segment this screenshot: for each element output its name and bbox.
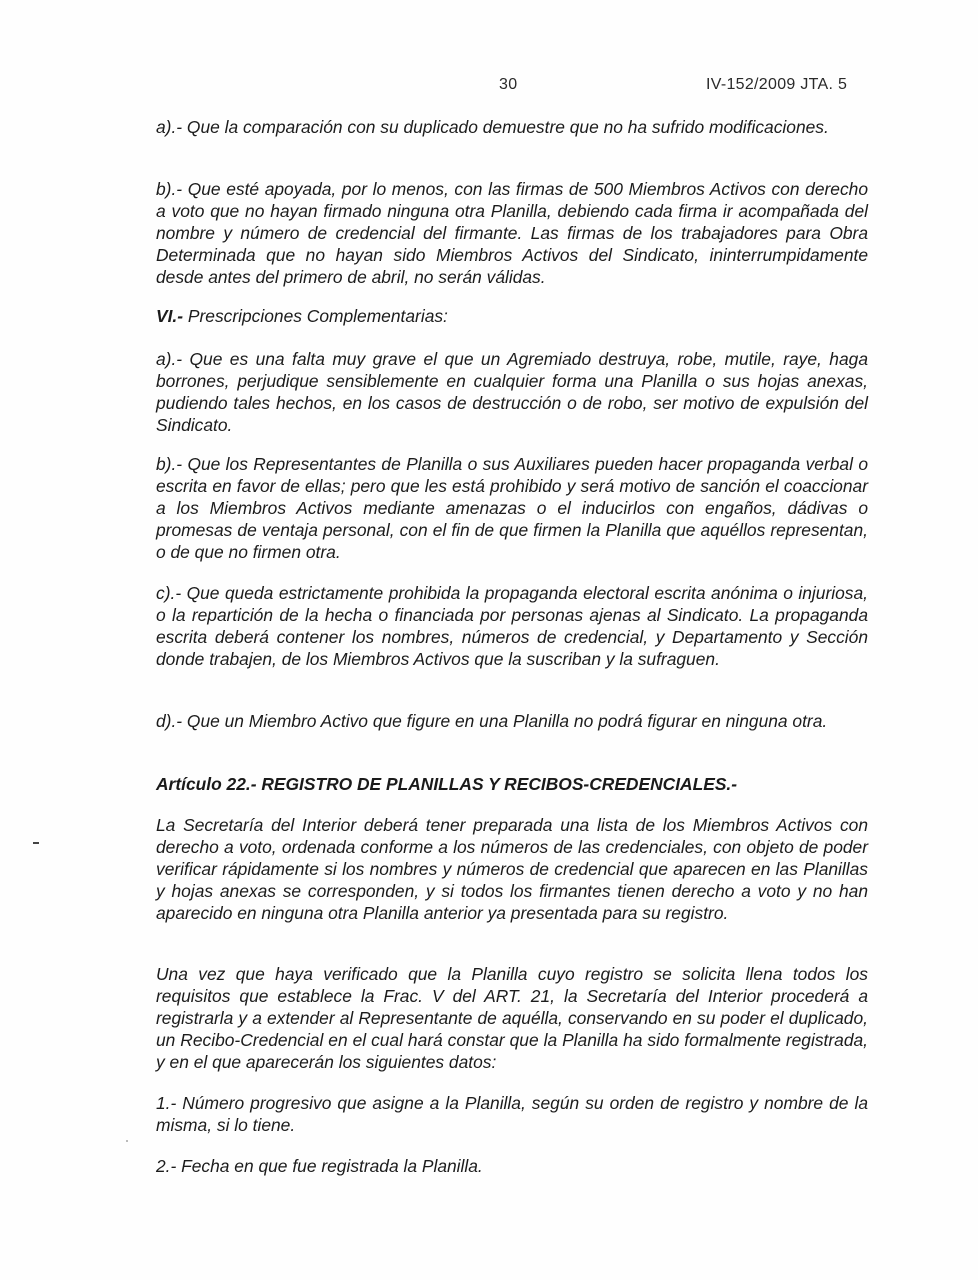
list-item-1: 1.- Número progresivo que asigne a la Planilla, según su orden de registro y nombre de la misma, si lo tiene. — [156, 1093, 868, 1135]
paragraph-d-miembro-activo: d).- Que un Miembro Activo que figure en una Planilla no podrá figurar en ninguna otra. — [156, 711, 828, 731]
paragraph-secretaria-lista: La Secretaría del Interior deberá tener preparada una lista de los Miembros Activos con derecho a voto, ordenada conforme a los números de las credenciales, con objeto de poder verificar rápidamente si los nombres y números de credencial que aparecen en las Planillas y hojas anexas se corresponden, y si todos los firmantes tienen derecho a voto y no han aparecido en ninguna otra Planilla anterior ya presentada para su registro. — [156, 815, 868, 923]
paragraph-a-falta-grave: a).- Que es una falta muy grave el que un Agremiado destruya, robe, mutile, raye, haga borrones, perjudique sensiblemente en cualquier forma una Planilla o sus hojas anexas, pudiendo tales hechos, en los casos de destrucción o de robo, ser motivo de expulsión del Sindicato. — [156, 349, 868, 435]
section-vi-title — [156, 305, 868, 327]
scan-speck — [126, 1140, 128, 1142]
margin-mark — [33, 842, 39, 844]
paragraph-c-propaganda-escrita: c).- Que queda estrictamente prohibida la propaganda electoral escrita anónima o injuriosa, o la repartición de la hecha o financiada por personas ajenas al Sindicato. La propaganda escrita deberá contener los nombres, números de credencial, y Departamento y Sección donde trabajen, de los Miembros Activos que la suscriban y la sufraguen. — [156, 583, 868, 669]
section-vi-text: Prescripciones Complementarias: — [183, 306, 448, 326]
section-vi-label: VI.- — [156, 306, 184, 326]
paragraph-b-firmas: b).- Que esté apoyada, por lo menos, con las firmas de 500 Miembros Activos con derecho a voto que no hayan firmado ninguna otra Planilla, debiendo cada firma ir acompañada del nombre y número de credencial del firmante. Las firmas de los trabajadores para Obra Determinada que no hayan sido Miembros Activos del Sindicato, ininterrumpidamente desde antes del primero de abril, no serán válidas. — [156, 179, 868, 287]
document-code: IV-152/2009 JTA. 5 — [706, 76, 848, 93]
article-22-heading: Artículo 22.- REGISTRO DE PLANILLAS Y RECIBOS-CREDENCIALES.- — [156, 774, 738, 794]
paragraph-b-propaganda-verbal: b).- Que los Representantes de Planilla o sus Auxiliares pueden hacer propaganda verbal o escrita en favor de ellas; pero que les está prohibido y será motivo de sanción el coaccionar a los Miembros Activos mediante amenazas o el inducirlos con engaños, dádivas o promesas de ventaja personal, con el fin de que firmen la Planilla que aquéllos representan, o de que no firmen otra. — [156, 454, 868, 562]
paragraph-registro-planilla: Una vez que haya verificado que la Planilla cuyo registro se solicita llena todos los requisitos que establece la Frac. V del ART. 21, la Secretaría del Interior procederá a registrarla y a extender al Representante de aquélla, conservando en su poder el duplicado, un Recibo-Credencial en el cual hará constar que la Planilla ha sido formalmente registrada, y en el que aparecerán los siguientes datos: — [156, 964, 868, 1072]
page-number: 30 — [499, 76, 518, 93]
paragraph-a-modificaciones: a).- Que la comparación con su duplicado demuestre que no ha sufrido modificaciones. — [156, 117, 829, 137]
list-item-2: 2.- Fecha en que fue registrada la Planilla. — [156, 1156, 483, 1176]
